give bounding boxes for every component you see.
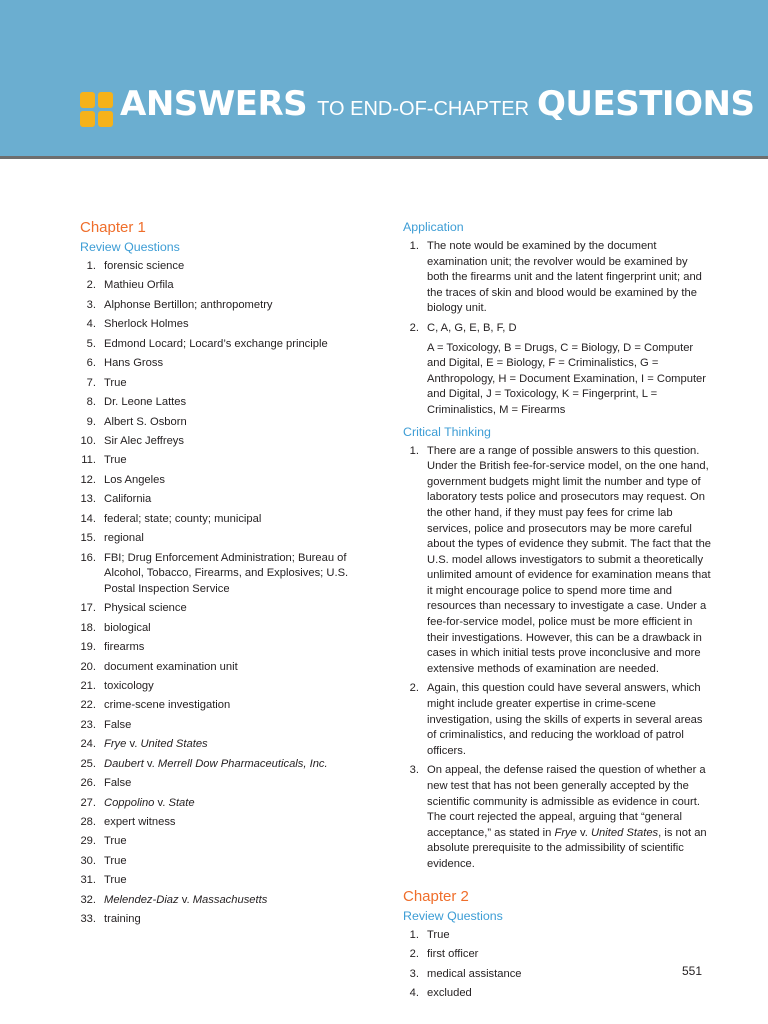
list-item: 19. firearms <box>80 641 145 654</box>
critical-thinking-heading: Critical Thinking <box>403 424 491 439</box>
title-questions: QUESTIONS <box>537 84 755 124</box>
list-item: 6. Hans Gross <box>86 357 164 370</box>
critical-thinking-list <box>403 444 711 873</box>
list-item: 24. Frye v. United States <box>80 738 208 751</box>
list-item: 21. toxicology <box>80 679 154 692</box>
list-item: 25. Daubert v. Merrell Dow Pharmaceuticals, Inc. <box>80 757 328 770</box>
list-item: 2. C, A, G, E, B, F, D A = Toxicology, B = Drugs, C = Biology, D = Computer and Digital, E = Biology, F = Criminalistics, G = Anthropology, H = Document Examination, I = Computer and Digital, J = Toxicology, K = Fingerprint, L = Criminalistics, M = Firearms <box>403 321 711 419</box>
application-answer-key: A = Toxicology, B = Drugs, C = Biology, D = Computer and Digital, E = Biology, F = Criminalistics, G = Anthropology, H = Document Examination, I = Computer and Digital, J = Toxicology, K = Fingerprint, L = Criminalistics, M = Firearms <box>427 341 706 416</box>
list-item: 1. True <box>409 928 450 941</box>
list-item: 32. Melendez-Diaz v. Massachusetts <box>80 893 268 906</box>
list-item: 10. Sir Alec Jeffreys <box>80 434 184 447</box>
list-item: 2. Again, this question could have several answers, which might include greater expertise in crime-scene investigation, using the skills of experts in several areas of criminalistics, and reducing the workload of patrol officers. <box>409 682 703 757</box>
list-item: 14. federal; state; county; municipal <box>80 512 262 525</box>
application-heading: Application <box>403 220 464 234</box>
list-item: 29. True <box>80 835 127 848</box>
list-item: 3. medical assistance <box>409 967 522 980</box>
list-item: 13. California <box>80 493 152 506</box>
list-item: 8. Dr. Leone Lattes <box>86 396 187 409</box>
list-item: 1. There are a range of possible answers to this question. Under the British fee-for-service model, on the one hand, government budgets might limit the number and type of laboratory tests police and prosecutors may request. On the other hand, if they must pay fees for crime lab services, police and prosecutors may be more careful about the types of evidence they submit. The fact that the U.S. model allows investigators to submit a theoretically unlimited amount of evidence for examination means that it might encourage police to spend more time and resources than necessary to investigate a case. Under a fee-for-service model, police must be more efficient in their investigations. However, this can be a drawback in cases in which initial tests prove inconclusive and more extensive methods of examination are needed. <box>409 444 712 675</box>
list-item: 9. Albert S. Osborn <box>86 415 187 428</box>
chapter-2-review-heading: Review Questions <box>403 908 503 923</box>
list-item: 7. True <box>86 376 127 389</box>
list-item: 22. crime-scene investigation <box>80 699 231 712</box>
list-item: 2. Mathieu Orfila <box>86 279 174 292</box>
list-item: 2. first officer <box>409 948 479 961</box>
chapter-2-title: Chapter 2 <box>403 887 469 905</box>
list-item: 1. The note would be examined by the document examination unit; the revolver would be examined by both the firearms unit and the latent fingerprint unit; and the traces of skin and blood would be examined by the biology unit. <box>409 240 702 315</box>
list-item: 16. FBI; Drug Enforcement Administration; Bureau of Alcohol, Tobacco, Firearms, and Explosives; U.S. Postal Inspection Service <box>80 551 349 595</box>
list-item: 11. True <box>81 454 127 467</box>
list-item: 23. False <box>80 718 132 731</box>
right-column <box>403 218 711 1006</box>
list-item: 17. Physical science <box>80 602 187 615</box>
list-item: 3. On appeal, the defense raised the question of whether a new test that has not been generally accepted by the scientific community is admissible as evidence in court. The court rejected the appeal, arguing that “general acceptance,” as stated in Frye v. United States, is not an absolute prerequisite to the admissibility of scientific evidence. <box>409 764 707 870</box>
application-list <box>403 239 711 419</box>
list-item: 5. Edmond Locard; Locard’s exchange principle <box>86 337 328 350</box>
list-item: 4. Sherlock Holmes <box>86 318 189 331</box>
chapter-1-title: Chapter 1 <box>80 219 146 236</box>
left-column <box>80 218 380 932</box>
list-item: 27. Coppolino v. State <box>80 796 195 809</box>
title-middle: TO END-OF-CHAPTER <box>317 98 530 120</box>
list-item: 12. Los Angeles <box>80 473 165 486</box>
list-item: 3. Alphonse Bertillon; anthropometry <box>86 298 273 311</box>
page-number: 551 <box>682 964 703 978</box>
list-item: 18. biological <box>80 621 151 634</box>
header-divider <box>0 156 768 159</box>
chapter-2-review-list <box>403 928 711 1002</box>
list-item: 1. forensic science <box>86 260 185 272</box>
list-item: 33. training <box>80 913 141 926</box>
list-item: 28. expert witness <box>80 816 176 828</box>
list-item: 26. False <box>80 777 132 790</box>
list-item: 20. document examination unit <box>80 660 238 673</box>
list-item: 31. True <box>80 874 127 887</box>
title-answers: ANSWERS <box>120 84 308 124</box>
four-squares-icon <box>80 92 114 128</box>
header-banner <box>0 0 768 156</box>
chapter-1-review-heading: Review Questions <box>80 240 180 254</box>
list-item: 4. excluded <box>409 987 472 1000</box>
list-item: 15. regional <box>80 532 144 545</box>
list-item: 30. True <box>80 854 127 867</box>
chapter-1-review-list <box>80 259 380 928</box>
page-title <box>120 84 754 124</box>
